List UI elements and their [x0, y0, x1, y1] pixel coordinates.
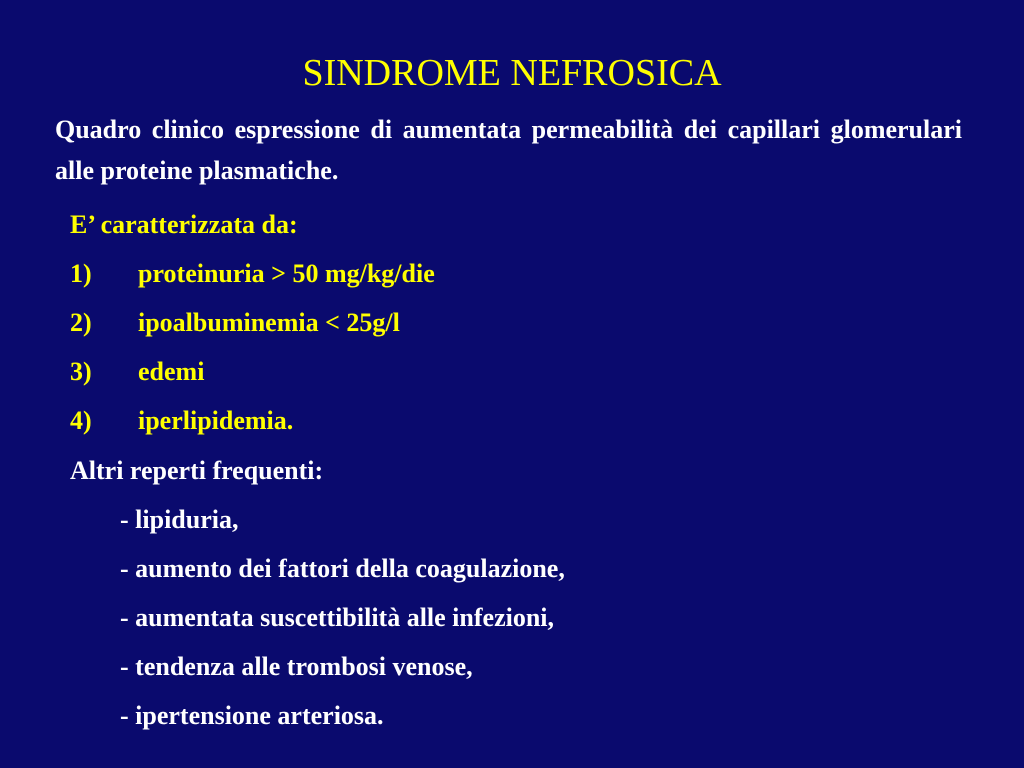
criteria-item: [0, 305, 1024, 341]
finding-item: - aumentata suscettibilità alle infezioni,: [120, 603, 555, 632]
finding-item: - aumento dei fattori della coagulazione,: [120, 554, 565, 583]
criteria-text: edemi: [138, 357, 205, 386]
criteria-item: [0, 256, 1024, 292]
finding-item: - tendenza alle trombosi venose,: [120, 652, 473, 681]
criteria-text: iperlipidemia.: [138, 406, 294, 435]
finding-item: - ipertensione arteriosa.: [120, 701, 384, 730]
criteria-number: 3): [70, 357, 92, 386]
criteria-text: proteinuria > 50 mg/kg/die: [138, 259, 435, 288]
criteria-text: ipoalbuminemia < 25g/l: [138, 308, 400, 337]
criteria-number: 2): [70, 308, 92, 337]
criteria-item: [0, 354, 1024, 390]
finding-item: - lipiduria,: [120, 505, 239, 534]
criteria-item: [0, 403, 1024, 439]
criteria-number: 4): [70, 406, 92, 435]
characterized-label: E’ caratterizzata da:: [70, 210, 298, 239]
criteria-number: 1): [70, 259, 92, 288]
other-findings-label: Altri reperti frequenti:: [70, 456, 324, 485]
slide-title: SINDROME NEFROSICA: [302, 52, 722, 94]
intro-paragraph: Quadro clinico espressione di aumentata permeabilità dei capillari glomerulari alle proteine plasmatiche.: [55, 115, 962, 185]
